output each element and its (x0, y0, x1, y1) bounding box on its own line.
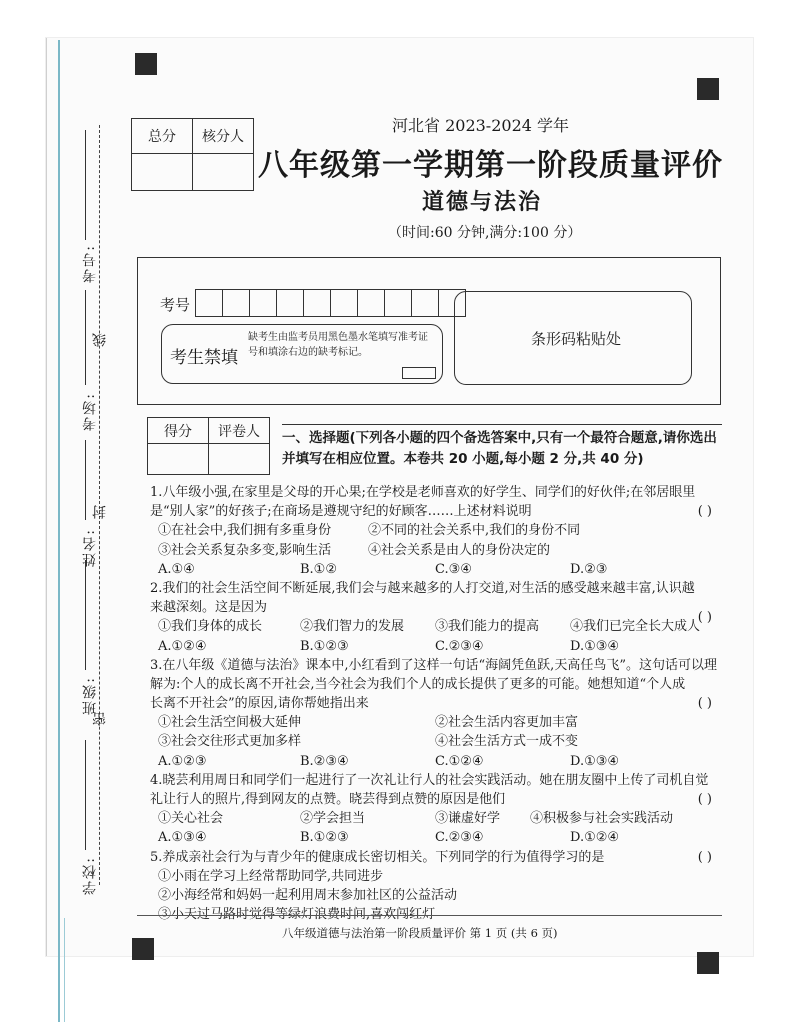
question-line (150, 579, 722, 598)
choice-b[interactable]: B.①② (300, 561, 337, 577)
choice-a[interactable]: A.①③④ (158, 830, 207, 846)
question-line (150, 790, 722, 809)
statement-row (150, 867, 722, 886)
statement: ④我们已完全长大成人 (570, 619, 701, 635)
statement-row (150, 809, 722, 828)
choice-a[interactable]: A.①②③ (158, 753, 207, 769)
kaohao-grid[interactable] (195, 289, 466, 317)
statement: ③我们能力的提高 (435, 619, 540, 635)
statement: ②小海经常和妈妈一起利用周末参加社区的公益活动 (158, 887, 458, 903)
section-score-table (147, 417, 270, 475)
question-stem: 是“别人家”的好孩子;在商场是遵规守纪的好顾客……上述材料说明 (150, 504, 532, 520)
absence-mark-box[interactable] (402, 367, 436, 379)
choice-b[interactable]: B.①②③ (300, 830, 349, 846)
statement: ④积极参与社会实践活动 (530, 811, 674, 827)
page-edge-lower (64, 918, 65, 1022)
exam-room-line (85, 290, 86, 385)
question-line (150, 656, 722, 675)
statement-row (150, 886, 722, 905)
choice-a[interactable]: A.①②④ (158, 638, 207, 654)
seal-word-seal: 封 (92, 505, 108, 519)
choice-c[interactable]: C.①②④ (435, 753, 484, 769)
statement: ①我们身体的成长 (158, 619, 263, 635)
kaohao-cell[interactable] (357, 289, 384, 317)
exam-no-label: 考号: (82, 244, 98, 283)
kaohao-cell[interactable] (222, 289, 249, 317)
statement-row (150, 521, 722, 540)
choice-b[interactable]: B.②③④ (300, 753, 349, 769)
section-title: 一、选择题(下列各小题的四个备选答案中,只有一个最符合题意,请你选出并填写在相应位置。本卷共 20 小题,每小题 2 分,共 40 分) (282, 430, 717, 467)
question-line (150, 694, 722, 713)
statement: ①在社会中,我们拥有多重身份 (158, 523, 332, 539)
statement: ②不同的社会关系中,我们的身份不同 (368, 523, 581, 539)
question-stem: 来越深刻。这是因为 (150, 600, 268, 616)
school-line (85, 740, 86, 850)
statement: ①社会生活空间极大延伸 (158, 715, 302, 731)
kaohao-cell[interactable] (195, 289, 222, 317)
answer-paren[interactable]: ( ) (697, 792, 712, 807)
checker-cell[interactable] (193, 154, 254, 191)
school-label: 学校: (82, 856, 98, 895)
kaohao-cell[interactable] (330, 289, 357, 317)
statement: ②学会担当 (300, 811, 366, 827)
question-stem: 长离不开社会”的原因,请你帮她指出来 (150, 696, 369, 712)
question-stem: 2.我们的社会生活空间不断延展,我们会与越来越多的人打交道,对生活的感受越来越丰富,认识越 (150, 580, 695, 596)
grader-header: 评卷人 (209, 418, 270, 444)
choice-d[interactable]: D.②③ (570, 561, 608, 577)
question-stem: 解为:个人的成长离不开社会,当今社会为我们个人的成长提供了更多的可能。她想知道“个人成 (150, 676, 686, 692)
statement: ②社会生活内容更加丰富 (435, 715, 579, 731)
choice-row (150, 752, 722, 771)
choice-c[interactable]: C.②③④ (435, 830, 484, 846)
statement-row (150, 713, 722, 732)
region-year: 河北省 2023-2024 学年 (392, 116, 570, 135)
forbid-label: 考生禁填 (170, 348, 238, 368)
answer-paren[interactable]: ( ) (697, 849, 712, 865)
statement: ③小天过马路时觉得等绿灯浪费时间,喜欢闯红灯 (158, 907, 436, 923)
name-label: 姓名: (82, 528, 98, 567)
question-stem: 4.晓芸利用周日和同学们一起进行了一次礼让行人的社会实践活动。她在朋友圈中上传了司机自觉 (150, 772, 709, 788)
exam-room-label: 考场: (82, 392, 98, 431)
choice-d[interactable]: D.①②④ (570, 830, 620, 846)
questions (150, 483, 722, 924)
choice-row (150, 560, 722, 579)
statement: ①关心社会 (158, 811, 224, 827)
statement: ③社会交往形式更加多样 (158, 734, 302, 750)
answer-paren[interactable]: ( ) (697, 504, 712, 520)
question-stem: 礼让行人的照片,得到网友的点赞。晓芸得到点赞的原因是他们 (150, 792, 506, 807)
grader-cell[interactable] (209, 444, 270, 475)
section-rule (282, 424, 722, 425)
page-title: 八年级第一学期第一阶段质量评价 (258, 148, 723, 183)
kaohao-cell[interactable] (249, 289, 276, 317)
question-line (150, 598, 722, 617)
choice-c[interactable]: C.②③④ (435, 638, 484, 654)
kaohao-cell[interactable] (276, 289, 303, 317)
name-line (85, 440, 86, 520)
subject-title: 道德与法治 (422, 189, 543, 215)
question-stem: 1.八年级小强,在家里是父母的开心果;在学校是老师喜欢的好学生、同学们的好伙伴;在邻居眼里 (150, 485, 696, 500)
question-line (150, 675, 722, 694)
question-stem: 5.养成亲社会行为与青少年的健康成长密切相关。下列同学的行为值得学习的是 (150, 849, 605, 865)
answer-paren[interactable]: ( ) (697, 696, 712, 712)
registration-marker-top-right (697, 78, 719, 100)
choice-d[interactable]: D.①③④ (570, 753, 620, 769)
registration-marker-bottom-right (697, 952, 719, 974)
choice-c[interactable]: C.③④ (435, 561, 472, 577)
registration-marker-bottom-left (132, 938, 154, 960)
statement-row (150, 732, 722, 751)
statement-row (150, 610, 722, 636)
statement: ④社会关系是由人的身份决定的 (368, 542, 551, 558)
kaohao-cell[interactable] (303, 289, 330, 317)
seal-word-line: 线 (92, 333, 108, 347)
section-score-cell[interactable] (148, 444, 209, 475)
page-footer: 八年级道德与法治第一阶段质量评价 第 1 页 (共 6 页) (282, 926, 558, 940)
statement: ③社会关系复杂多变,影响生活 (158, 542, 332, 558)
class-line (85, 560, 86, 670)
statement: ③谦虚好学 (435, 811, 501, 827)
page-edge (58, 40, 60, 1022)
question-line (150, 771, 722, 790)
statement: ②我们智力的发展 (300, 619, 405, 635)
section-score-header: 得分 (148, 418, 209, 444)
question-line (150, 848, 722, 867)
exam-no-line (85, 130, 86, 240)
statement: ①小雨在学习上经常帮助同学,共同进步 (158, 868, 384, 884)
barcode-label: 条形码粘贴处 (531, 330, 622, 348)
question-line (150, 483, 722, 502)
total-score-table (131, 118, 254, 191)
statement: ④社会生活方式一成不变 (435, 734, 579, 750)
seal-word-close: 密 (92, 712, 108, 726)
question-line (150, 502, 722, 521)
checker-header: 核分人 (193, 119, 254, 154)
choice-row (150, 637, 722, 656)
choice-b[interactable]: B.①②③ (300, 638, 349, 654)
choice-a[interactable]: A.①④ (158, 561, 195, 577)
answer-paren[interactable]: ( ) (697, 610, 712, 626)
kaohao-cell[interactable] (384, 289, 411, 317)
question-stem: 3.在八年级《道德与法治》课本中,小红看到了这样一句话“海阔凭鱼跃,天高任鸟飞”。这句话可以理 (150, 657, 717, 673)
forbid-note: 缺考生由监考员用黑色墨水笔填写准考证号和填涂右边的缺考标记。 (248, 332, 428, 358)
kaohao-label: 考号 (160, 296, 191, 314)
time-info: （时间:60 分钟,满分:100 分） (388, 225, 582, 241)
total-score-cell[interactable] (132, 154, 193, 191)
registration-marker-top-left (135, 53, 157, 75)
total-score-header: 总分 (132, 119, 193, 154)
kaohao-cell[interactable] (411, 289, 438, 317)
footer-rule (137, 915, 722, 916)
statement-row (150, 541, 722, 560)
class-label: 班级: (82, 676, 98, 715)
choice-row (150, 828, 722, 847)
choice-d[interactable]: D.①③④ (570, 638, 620, 654)
